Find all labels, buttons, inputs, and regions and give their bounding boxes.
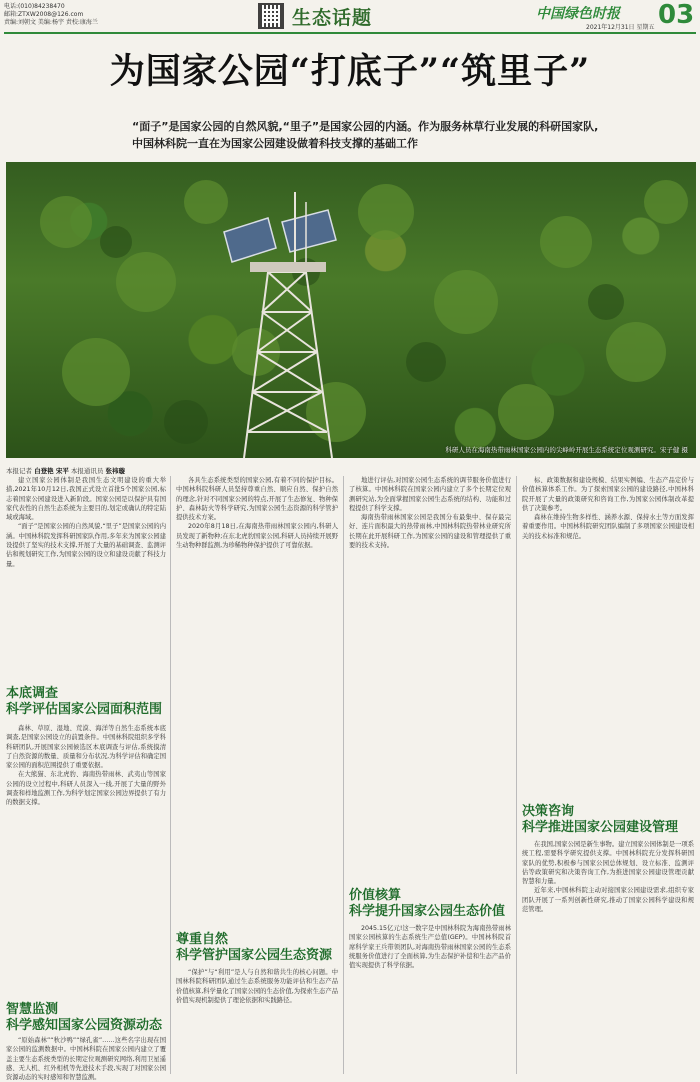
reporters-label: 本报记者	[6, 467, 32, 475]
tower-illustration	[6, 162, 696, 458]
subhead-line: 科学评估国家公园面积范围	[6, 702, 163, 717]
paragraph: 在我国,国家公园是新生事物。建立国家公园体制是一项系统工程,需要科学研究提供支撑。中国林科院充分发挥科研国家队的优势,积极参与国家公园总体规划、设立标准、监测评估等政策研究和决策咨询工作,为推进国家公园建设管理贡献智慧和力量。	[522, 841, 694, 886]
paper-logo: 中国绿色时报	[536, 6, 620, 22]
subhead-policy-advice	[522, 804, 678, 836]
reporters-names: 白登艳 宋平	[34, 467, 69, 475]
paragraph: 各具生态系统类型的国家公园,有着不同的保护目标。中国林科院科研人员坚持尊重自然、顺应自然、保护自然的理念,针对不同国家公园的特点,开展了生态修复、物种保护、森林防火等科学研究,为国家公园生态资源的科学管护提供技术方案。	[176, 477, 338, 522]
subhead-line: 智慧监测	[6, 1002, 59, 1017]
column-divider	[343, 476, 344, 1074]
subhead-line: 本底调查	[6, 686, 59, 701]
paragraph: 建立国家公园体制是我国生态文明建设的重大举措,2021年10月12日,我国正式设立首批5个国家公园,标志着国家公园建设进入新阶段。国家公园是以保护具有国家代表性的自然生态系统为主要目的,划定或确认的特定陆域或海域。	[6, 477, 166, 522]
paragraph: 标、政策数据和建设规模、结果实例编、生态产品定价与价值核算体系工作。为了探索国家公园的建设路径,中国林科院开展了大量的政策研究和咨询工作,为国家公园体制改革提供了决策参考。	[522, 477, 694, 512]
article-column	[6, 476, 166, 670]
intern-name: 张祎璇	[105, 467, 125, 475]
publication-date: 2021年12月31日 星期五	[586, 24, 655, 31]
qr-code-icon	[258, 3, 284, 29]
masthead	[0, 0, 700, 36]
photo-caption: 科研人员在海南热带雨林国家公园内的尖峰岭开展生态系统定位观测研究。宋子健 摄	[445, 446, 688, 454]
byline	[6, 466, 125, 475]
subhead-line: 决策咨询	[522, 804, 575, 819]
article-column	[176, 968, 338, 1074]
paragraph: 2020年8月18日,在海南热带雨林国家公园内,科研人员发现了新物种;在东北虎豹国家公园,科研人员持续开展野生动物种群监测,为珍稀物种保护提供了可靠依据。	[176, 523, 338, 550]
subhead-value-accounting	[349, 888, 505, 920]
contact-info	[4, 3, 98, 27]
email-text: 邮箱:ZTXW2008@126.com	[4, 11, 84, 18]
forest-tower-photo	[6, 162, 696, 458]
subhead-line: 尊重自然	[176, 932, 229, 947]
paragraph: 森林在维持生物多样性、涵养水源、保持水土等方面发挥着重要作用。中国林科院研究团队编制了多项国家公园建设相关的技术标准和规范。	[522, 514, 694, 540]
subhead-baseline-survey	[6, 686, 162, 718]
paragraph: “保护”与“利用”是人与自然和谐共生的核心问题。中国林科院科研团队通过生态系统服务功能评估和生态产品价值核算,科学量化了国家公园的生态价值,为探索生态产品价值实现机制提供了理论依据和实践路径。	[176, 969, 338, 1004]
editors-text: 责编:刘朝文 美编:杨宇 责校:康海兰	[4, 19, 98, 26]
article-column	[6, 1036, 166, 1082]
article-column	[6, 724, 166, 984]
masthead-rule	[4, 32, 696, 34]
article-column	[522, 840, 694, 1074]
intern-label: 本报通讯员	[70, 467, 104, 475]
phone-text: 电话:(010)84238470	[4, 3, 65, 10]
paragraph: 近年来,中国林科院主动对接国家公园建设需求,组织专家团队开展了一系列创新性研究,推动了国家公园科学建设和规范管理。	[522, 887, 694, 914]
section-title: 生态话题	[292, 7, 373, 29]
article-column	[349, 476, 511, 880]
subhead-smart-monitoring	[6, 1002, 162, 1034]
subhead-line: 科学感知国家公园资源动态	[6, 1018, 163, 1033]
article-column	[349, 924, 511, 1074]
article-column	[522, 476, 694, 798]
subhead-line: 科学管护国家公园生态资源	[176, 948, 333, 963]
column-divider	[516, 476, 517, 1074]
page-number: 03	[658, 0, 695, 30]
paragraph: “面子”是国家公园的自然风貌,“里子”是国家公园的内涵。中国林科院发挥科研国家队作用,多年来为国家公园建设提供了坚实的技术支撑,开展了大量的基础调查、监测评估和规划研究工作,为国家公园的设立和建设贡献了科技力量。	[6, 523, 166, 568]
article-column	[176, 476, 338, 928]
paragraph: 在大熊猫、东北虎豹、海南热带雨林、武夷山等国家公园的设立过程中,科研人员深入一线,开展了大量的野外调查和样地监测工作,为科学划定国家公园边界提供了有力的数据支撑。	[6, 771, 166, 807]
paragraph: “原始森林”“秋沙鸭”“绿孔雀”……这些名字出现在国家公园的监测数据中。中国林科院在国家公园内建立了覆盖主要生态系统类型的长期定位观测研究网络,利用卫星遥感、无人机、红外相机等先进技术手段,实现了对国家公园资源动态的实时感知和智慧监测。	[6, 1037, 166, 1082]
headline-deck: “面子”是国家公园的自然风貌,“里子”是国家公园的内涵。作为服务林草行业发展的科研国家队,中国林科院一直在为国家公园建设做着科技支撑的基础工作	[132, 120, 599, 150]
subhead-line: 科学提升国家公园生态价值	[349, 904, 506, 919]
subhead-line: 价值核算	[349, 888, 402, 903]
paragraph: 森林、草原、湿地、荒漠、海洋等自然生态系统本底调查,是国家公园设立的前置条件。中国林科院组织多学科科研团队,开展国家公园候选区本底调查与评估,系统摸清了自然资源的数量、质量和分布状况,为科学评估和确定国家公园的面积范围提供了重要依据。	[6, 725, 166, 770]
page-headline: 为国家公园“打底子”“筑里子”	[109, 51, 591, 92]
subhead-respect-nature	[176, 932, 332, 964]
paragraph: 2045.15亿元!这一数字是中国林科院为海南热带雨林国家公园核算的生态系统生产总值(GEP)。中国林科院首席科学家王兵带领团队,对海南热带雨林国家公园的生态系统服务价值进行了全面核算,为生态保护补偿和生态产品价值实现提供了科学依据。	[349, 925, 511, 970]
subhead-line: 科学推进国家公园建设管理	[522, 820, 679, 835]
paragraph: 地进行评估,对国家公园生态系统的调节服务价值进行了核算。中国林科院在国家公园内建立了多个长期定位观测研究站,为全面掌握国家公园生态系统的结构、功能和过程提供了科学支撑。	[349, 477, 511, 512]
column-divider	[170, 476, 171, 1074]
paragraph: 海南热带雨林国家公园是我国分布最集中、保存最完好、连片面积最大的热带雨林,中国林科院热带林业研究所长期在此开展科研工作,为国家公园的建设和管理提供了重要的技术支持。	[349, 514, 511, 550]
